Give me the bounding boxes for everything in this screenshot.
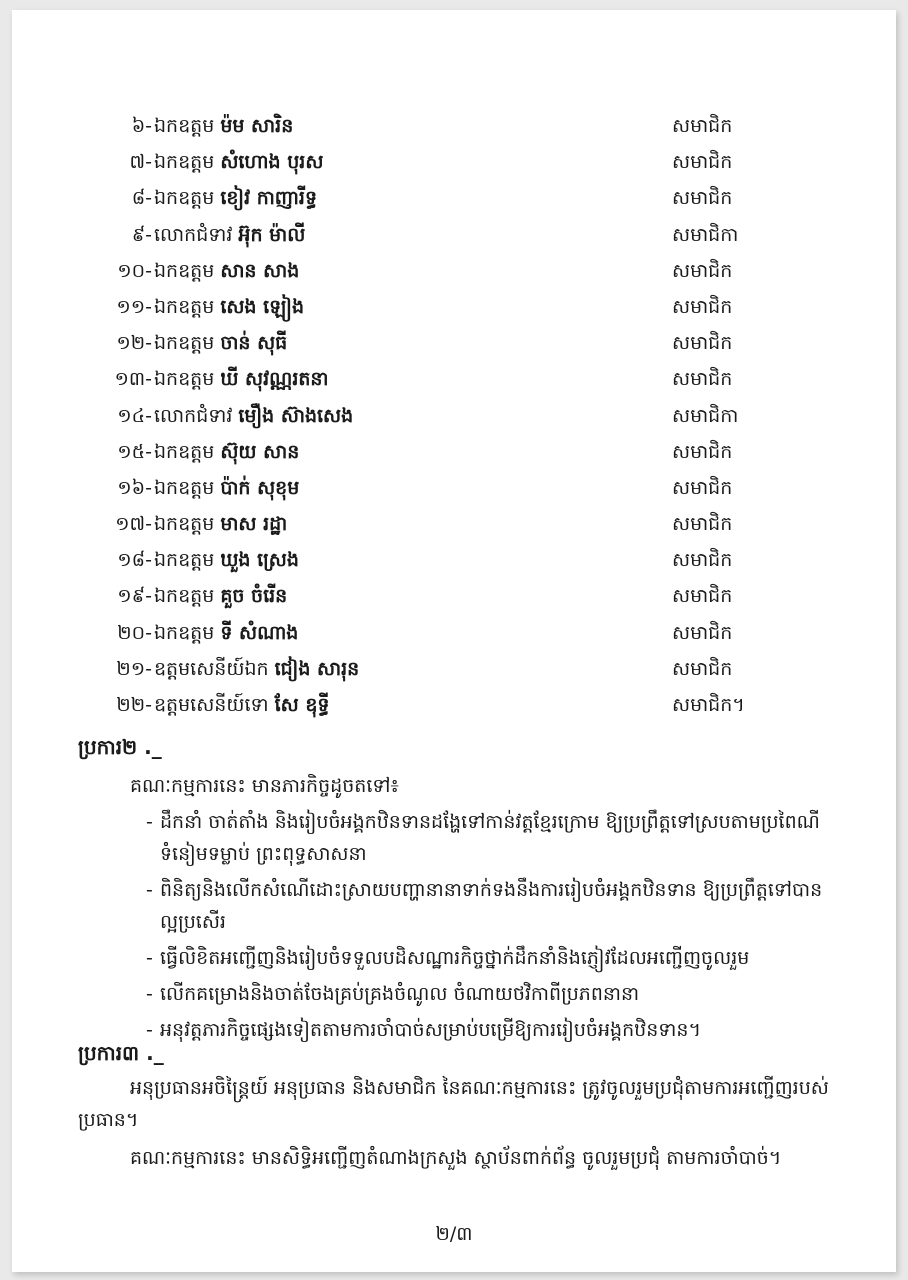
member-row [12, 217, 896, 253]
member-name: ឃី សុវណ្ណរតនា [220, 368, 329, 391]
member-role: សមាជិក [672, 585, 733, 608]
member-row [12, 398, 896, 434]
member-title: ឯកឧត្តម [154, 513, 215, 536]
member-row [12, 361, 896, 397]
member-name: សេង ឡៀង [220, 295, 305, 318]
member-role: សមាជិក [672, 440, 733, 463]
duty-text: អនុវត្តភារកិច្ចផ្សេងទៀតតាមការចាំបាច់សម្រាប់បម្រើឱ្យការរៀបចំអង្គកឋិនទាន។ [160, 1019, 701, 1041]
member-row [12, 687, 896, 723]
duty-text-continued: ទំនៀមទម្លាប់ ព្រះពុទ្ធសាសនា [160, 843, 367, 865]
member-role: សមាជិកា [672, 223, 739, 246]
article-2-heading: ប្រការ២ ._ [78, 735, 162, 759]
article-3-p1-line2: ប្រធាន។ [78, 1109, 139, 1131]
article-2-intro [78, 770, 858, 802]
article-3-heading: ប្រការ៣ ._ [78, 1041, 164, 1065]
member-name: ស៊ុយ សាន [220, 440, 300, 463]
member-name: ចាន់ សុធី [220, 332, 288, 355]
article-2-intro-text: គណៈកម្មការនេះ មានភារកិច្ចដូចតទៅ៖ [130, 775, 399, 797]
bullet-dash: - [146, 947, 153, 969]
member-row [12, 651, 896, 687]
member-name: សាន សាង [220, 259, 300, 282]
duty-list [146, 806, 862, 1050]
member-number: ១៨- [117, 549, 152, 572]
member-name: ទី សំណាង [220, 621, 299, 644]
member-name: ម៉ម សារិន [220, 115, 294, 137]
member-row [12, 615, 896, 651]
member-title: ឯកឧត្តម [154, 368, 215, 391]
member-number: ២០- [117, 621, 152, 644]
member-number: ១៥- [117, 440, 152, 463]
member-title: ឯកឧត្តម [154, 115, 215, 137]
member-title: ឯកឧត្តម [154, 259, 215, 282]
member-role: សមាជិក [672, 513, 733, 536]
member-row [12, 253, 896, 289]
member-row [12, 434, 896, 470]
duty-item [146, 942, 862, 974]
duty-text-continued: ល្អប្រសើរ [160, 911, 226, 933]
article-3-p2-text: គណៈកម្មការនេះ មានសិទ្ធិអញ្ជើញតំណាងក្រសួង ស្ថាប័នពាក់ព័ន្ធ ចូលរួមប្រជុំ តាមការចាំបាច់។ [130, 1147, 782, 1169]
member-title: លោកជំទាវ [154, 223, 233, 246]
article-3-p1-line1: អនុប្រធានអចិន្ត្រៃយ៍ អនុប្រធាន និងសមាជិក នៃគណៈកម្មការនេះ ត្រូវចូលរួមប្រជុំតាមការអញ្ជើញរបស់ [130, 1077, 829, 1099]
duty-text: លើកគម្រោងនិងចាត់ចែងគ្រប់គ្រងចំណូល ចំណាយថវិកាពីប្រភពនានា [160, 983, 640, 1005]
member-role: សមាជិក។ [672, 694, 745, 716]
member-role: សមាជិក [672, 332, 733, 355]
member-number: ២១- [116, 657, 152, 680]
member-number: ១៣- [114, 368, 152, 391]
duty-item [146, 806, 862, 870]
member-role: សមាជិក [672, 657, 733, 680]
member-name: ខៀវ កាញារីទ្ធ [220, 187, 318, 210]
member-name: ឃួង ស្រេង [220, 549, 299, 572]
member-role: សមាជិកា [672, 404, 739, 427]
duty-item [146, 978, 862, 1010]
duty-text: ពិនិត្យនិងលើកសំណើដោះស្រាយបញ្ហានានាទាក់ទងនឹងការរៀបចំអង្គកឋិនទាន ឱ្យប្រព្រឹត្តទៅបាន [160, 879, 823, 901]
member-role: សមាជិក [672, 368, 733, 391]
duty-item [146, 874, 862, 938]
member-title: ឯកឧត្តម [154, 295, 215, 318]
member-number: ១៦- [117, 476, 152, 499]
member-title: ឯកឧត្តម [154, 476, 215, 499]
document-page [12, 10, 896, 1272]
member-number: ១៩- [117, 585, 152, 608]
member-role: សមាជិក [672, 295, 733, 318]
member-number: ១១- [116, 295, 152, 318]
member-row [12, 289, 896, 325]
member-number: ៩- [131, 223, 152, 246]
bullet-dash: - [146, 983, 153, 1005]
member-row [12, 144, 896, 180]
member-number: ១៧- [115, 513, 152, 536]
bullet-dash: - [146, 811, 153, 833]
member-title: លោកជំទាវ [154, 404, 233, 427]
member-title: ឯកឧត្តម [154, 585, 215, 608]
member-title: ឯកឧត្តម [154, 151, 215, 174]
duty-text: ធ្វើលិខិតអញ្ជើញនិងរៀបចំទទួលបដិសណ្ឋារកិច្ចថ្នាក់ដឹកនាំនិងភ្ញៀវដែលអញ្ជើញចូលរួម [160, 947, 750, 969]
page-number: ២/៣ [435, 1223, 473, 1245]
member-row [12, 470, 896, 506]
member-number: ១៤- [117, 404, 152, 427]
member-name: សែ ឧុទ្ធី [274, 694, 330, 716]
member-name: សំហោង បុរស [220, 151, 324, 174]
member-name: ជៀង សារុន [274, 657, 360, 680]
article-3-paragraph-1 [78, 1072, 858, 1136]
member-title: ឧត្តមសេនីយ៍ឯក [154, 657, 269, 680]
member-number: ៦- [131, 115, 152, 137]
member-name: មាស រដ្ឋា [220, 513, 288, 536]
member-title: ឧត្តមសេនីយ៍ទោ [154, 694, 269, 716]
member-number: ២២- [116, 694, 152, 716]
member-role: សមាជិក [672, 151, 733, 174]
member-role: សមាជិក [672, 549, 733, 572]
member-title: ឯកឧត្តម [154, 332, 215, 355]
member-role: សមាជិក [672, 621, 733, 644]
member-row [12, 578, 896, 614]
duty-item [146, 1014, 862, 1046]
member-number: ១២- [116, 332, 152, 355]
member-list [12, 108, 896, 723]
member-row [12, 325, 896, 361]
member-title: ឯកឧត្តម [154, 440, 215, 463]
member-name: អ៊ុក ម៉ាលី [238, 223, 306, 246]
member-role: សមាជិក [672, 259, 733, 282]
member-row [12, 108, 896, 144]
duty-text: ដឹកនាំ ចាត់តាំង និងរៀបចំអង្គកឋិនទានដង្ហែទៅកាន់វត្តខ្មែរក្រោម ឱ្យប្រព្រឹត្តទៅស្របតាមប្រពៃណី [160, 811, 820, 833]
member-title: ឯកឧត្តម [154, 549, 215, 572]
article-3-paragraph-2 [78, 1142, 858, 1174]
bullet-dash: - [146, 1019, 153, 1041]
member-title: ឯកឧត្តម [154, 621, 215, 644]
member-row [12, 506, 896, 542]
member-number: ៧- [129, 151, 152, 174]
member-row [12, 180, 896, 216]
member-role: សមាជិក [672, 115, 733, 137]
member-name: ប៉ាក់ សុខុម [220, 476, 300, 499]
member-role: សមាជិក [672, 187, 733, 210]
member-name: គួច ចំរើន [220, 585, 288, 608]
member-number: ១០- [117, 259, 152, 282]
bullet-dash: - [146, 879, 153, 901]
member-role: សមាជិក [672, 476, 733, 499]
member-row [12, 542, 896, 578]
member-name: មឿង ស៊ាងសេង [238, 404, 354, 427]
member-number: ៨- [131, 187, 152, 210]
member-title: ឯកឧត្តម [154, 187, 215, 210]
